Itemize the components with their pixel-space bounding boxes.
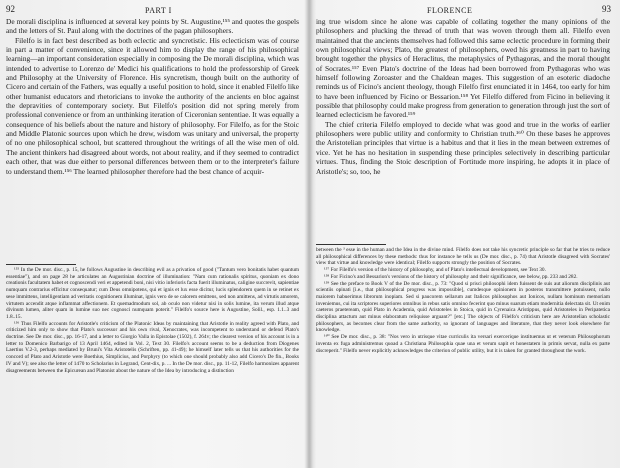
right-body-text (316, 17, 610, 243)
right-paragraph-2: The chief criteria Filelfo employed to decide what was good and true in the works of earlier philosophers were public utility and conformity to Christian truth.¹⁶⁰ On these bases he approves the Aristotelian principles that virtue is a habitus and that it lies in the mean between extremes of vice. Yet he has no hesitation in suspending these principles selectively in describing particular virtues. Thus, finding the Stoic description of Fortitude more inspiring, he adopts it in place of Aristotle's; so, too, he (316, 119, 610, 176)
footnote-160: ¹⁶⁰ See De mor. disc., p. 38: "Nos vero in utrisque vitae curriculis ita versari exercerique instituemus ut et veterum Philosophorum inventa ex fuga administremus quoad a Christiana Philosophia quae una et verum sapit et honestatem in primis servat, nulla ex parte discreperit." Filelfo never explicitly acknowledges the criterion of public utility, but it is taken for granted throughout the work. (316, 334, 610, 354)
footnote-157: ¹⁵⁷ For Filelfo's version of the history of philosophy, and of Plato's intellectual development, see Text 30. (324, 267, 546, 274)
footnote-156-continued: between the ³ esse in the human and the Idea in the divine mind. Filelfo does not take his syncretic principle so far that he tries to reduce all philosophical differences by these methods: thus for instance he tells us (De mor. disc., p. 74) that Aristotle disagreed with Socrates' view that virtue and knowledge were identical; Filelfo supports strongly the position of Socrates. (316, 247, 610, 267)
left-page-number: 92 (6, 4, 15, 14)
footnote-159: ¹⁵⁹ See the preface to Book V of the De mor. disc., p. 73: "Quod si prisci philosophi idem fuissent de suis aut aliorum disciplinis aut scientiis opinati [i.e., that philosophical progress was impossible], cumdesque opinionem in posteros transmittere potuissent, nullo maiorem habuerimus librorum inopiam. Sed si paucorem sellarum aut Italicos philosophos aut Ionicos, nullam hominum memoriam inveniemus, cui ita scriptores superiores omnibus in rebus satis omnino fecerint quo minus suarum etiam modernitia delectata sit. Ut enim caeteros praeteream, quid Plato in Academia, quid Aristoteles in Stoica, quid in Cyrenaica Aristippus, quid Aristoteles in Peripatetica disciplina attactum aut minus elaboratum reliquisse arguant?" [etc.] The objects of Filelfo's criticism here are Aristotelian scholastic philosophers, as becomes clear from the same authority, so ignorant of languages and literature, that they never look elsewhere for knowledge. (316, 280, 610, 334)
footnote-158: ¹⁵⁸ For Ficino's and Bessarion's versions of the history of philosophy and their significance, see below, pp. 233 and 282. (324, 273, 578, 280)
left-footnotes (6, 267, 299, 465)
right-footnotes (316, 247, 610, 466)
left-footnote-rule (6, 264, 76, 265)
footnote-155: ¹⁵⁵ In the De mor. disc., p. 15, he follows Augustine in describing evil as a privation of good ("Tantum vero bonitatis habet quantum essentiae"), and on page 28 he articulates an Augustinian doctrine of illumination: "Nam cum rationalis spiritus, quoniam ex dono creationis facultatem habet et cognoscendi veri et appetendi boni, nisi vitio inferioris facta fuerit illuminatus, caligine succrevit, sapientiae numquam contrarius efficitur consequatur; cum Deus omnipotens, qui et ignis et lux esse dicitur, lucis splendorem quem in se retinet ex sese immittens, intelligentiam ad veritatis cognitionem illuminat, ignis vero de se calorem emittens, sed non amittens, ad virtutis amorem, virtutem accendit atque inflammat affectionem. Et quemadmodum sol, ab oculo non videtur nisi in solis lumine, ita verum illud atque divinum lumen, aliter quam in lumine suo nec cognosci numquam poterit." Filelfo's source here is Augustine, Solil., esp. 1.1..3 and 1.8..15. (6, 267, 299, 320)
right-paragraph-1: ing true wisdom since he alone was capable of collating together the many opinions of the philosophers and plucking the thread of truth that was woven through them all. Filelfo even maintained that the ancients themselves had followed this same eclectic procedure in forming their own philosophical views; Plato, the greatest of philosophers, owed his greatness in part to having brought together the physics of Heraclitus, the metaphysics of Pythagoras, and the moral thought of Socrates.¹⁵⁷ Even Plato's doctrine of the Ideas had been borrowed from Pythagoras who was himself following Zoroaster and the Chaldean mages. This suggestion of an esoteric diadoche reminds us of Ficino's ancient theology, though Filelfo first enunciated it in 1464, too early for him to have been influenced by Ficino or Bessarion.¹⁵⁸ Yet Filelfo differed from Ficino in believing it possible that philosophy could make progress from generation to generation through just the sort of learned eclecticism he favored.¹⁵⁹ (316, 17, 610, 120)
left-paragraph-1: De morali disciplina is influenced at several key points by St. Augustine,¹⁵⁵ and quotes the gospels and the letters of St. Paul along with the doctrines of the pagan philosophers. (6, 17, 299, 36)
left-body-text (6, 17, 299, 262)
right-running-head: FLORENCE (427, 6, 473, 15)
right-page (312, 0, 620, 468)
left-page (0, 0, 306, 468)
left-paragraph-2: Filelfo is in fact best described as both eclectic and syncretistic. His eclecticism was of course in part a matter of convenience, since it allowed him to display the range of his philosophical learning—an important consideration especially in composing the De morali disciplina, which was intended to advertise to Lorenzo de' Medici his qualifications to hold the professorship of Greek and Philosophy at the University of Florence. His syncretism, though built on the authority of Cicero and certain of the Fathers, was equally a useful position to hold, since it enabled Filelfo like other humanist educators and rhetoricians to invoke the authority of the ancients en bloc against the depravities of contemporary society. But Filelfo's position did not spring merely from professional convenience or from an unthinking iteration of Ciceronian sententiae. It was equally a consequence of his beliefs about the nature and history of philosophy. For Filelfo, as for the Stoic and Middle Platonic sources upon which he drew, wisdom was unitary and universal, the property of no one philosophical school, but scattered throughout the writings of all the wise men of old. The ancient thinkers had disagreed about words, not about reality, and if they seemed to contradict each other, that was due either to personal differences between them or to the interpreter's failure to understand them.¹⁵⁶ The learned philosopher therefore had the best chance of acquir- (6, 35, 299, 176)
footnote-156: ¹⁵⁶ Thus Filelfo accounts for Aristotle's criticism of the Platonic Ideas by maintaining that Aristotle in reality agreed with Plato, and criticized him only to show that Plato's successor and his own rival, Xenocrates, was incompetent to understand or defend Plato's doctrine. See De mor. disc., pp. 16-17, and a letter to Giorgio Valla in Epistolae (1502), f. 264v; the clearest version of his account is in a letter to Domenico Barbarigo of 13 April 1464, edited in Vol. 2, Text 30. Filelfo's account seems to be a deduction from Diogenes Laertius V.2-3, perhaps mediated by Bruni's Vita Aristotelis (Schriften, pp. 41-49); he himself later tells us that his authorities for the concord of Plato and Aristotle were Boethius, Simplicius, and Porphyry (to which one should probably also add Cicero's De fin., Books IV and V); see also the letter of 1470 to Scholarius in Legrand, Cent-dix, p. ... In the De mor. disc., pp. 11-12, Filelfo harmonizes apparent disagreements between the Epicurean and Platonist about the nature of the Idea by introducing a distinction (6, 320, 299, 374)
left-running-head: PART I (145, 6, 172, 15)
right-page-number: 93 (602, 4, 611, 14)
right-footnote-rule (316, 244, 386, 245)
